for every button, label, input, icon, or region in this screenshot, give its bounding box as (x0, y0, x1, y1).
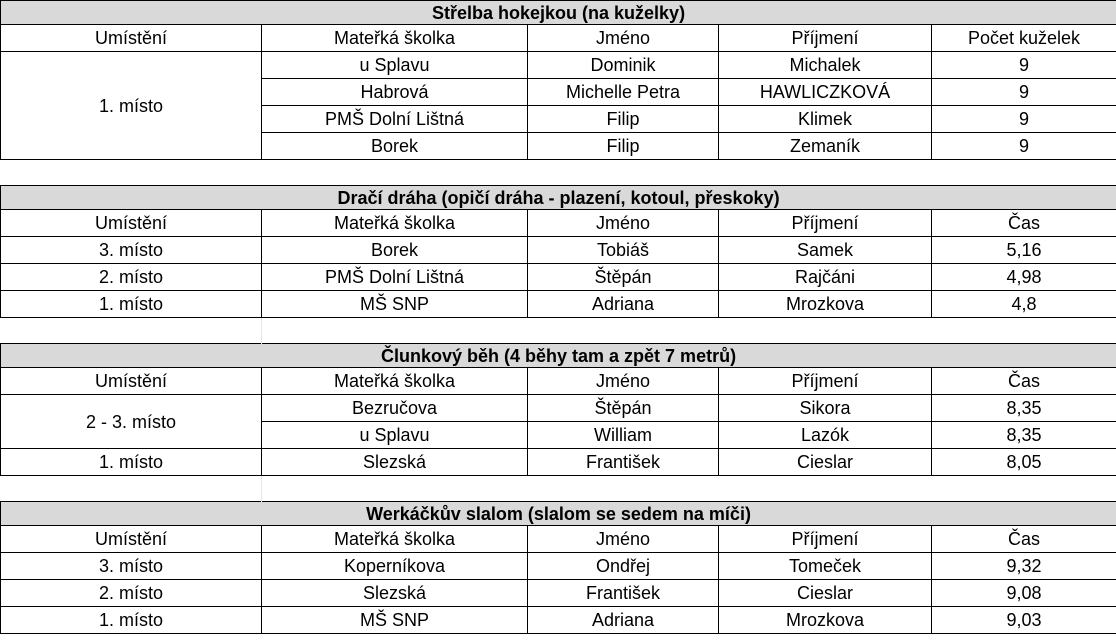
header-cell: Umístění (1, 25, 262, 52)
last-name-cell: Michalek (719, 52, 932, 79)
result-cell: 8,35 (932, 395, 1116, 422)
last-name-cell: Zemaník (719, 133, 932, 160)
kindergarten-cell: Slezská (262, 449, 528, 476)
table-row (1, 291, 1116, 318)
result-cell: 5,16 (932, 237, 1116, 264)
header-cell: Jméno (528, 210, 719, 237)
header-row (1, 368, 1116, 395)
first-name-cell: Dominik (528, 52, 719, 79)
section-title-row (1, 186, 1116, 210)
last-name-cell: Cieslar (719, 449, 932, 476)
result-cell: 9,32 (932, 553, 1116, 580)
spacer-row (1, 160, 1116, 186)
first-name-cell: Štěpán (528, 395, 719, 422)
header-cell: Mateřká školka (262, 368, 528, 395)
placement-cell: 3. místo (1, 553, 262, 580)
section-title: Werkáčkův slalom (slalom se sedem na míči) (1, 502, 1116, 526)
header-cell: Příjmení (719, 25, 932, 52)
result-cell: 4,8 (932, 291, 1116, 318)
placement-cell: 1. místo (1, 449, 262, 476)
header-cell: Mateřká školka (262, 25, 528, 52)
table-row (1, 237, 1116, 264)
header-cell: Mateřká školka (262, 526, 528, 553)
result-cell: 9 (932, 106, 1116, 133)
header-cell: Mateřká školka (262, 210, 528, 237)
table-row (1, 52, 1116, 79)
table-row (1, 607, 1116, 634)
first-name-cell: Tobiáš (528, 237, 719, 264)
first-name-cell: František (528, 580, 719, 607)
placement-cell: 2 - 3. místo (1, 395, 262, 449)
result-cell: 8,35 (932, 422, 1116, 449)
kindergarten-cell: PMŠ Dolní Lištná (262, 106, 528, 133)
last-name-cell: Rajčáni (719, 264, 932, 291)
kindergarten-cell: Borek (262, 237, 528, 264)
last-name-cell: Klimek (719, 106, 932, 133)
table-row (1, 449, 1116, 476)
placement-cell: 2. místo (1, 580, 262, 607)
table-row (1, 553, 1116, 580)
header-cell: Umístění (1, 526, 262, 553)
first-name-cell: Filip (528, 106, 719, 133)
kindergarten-cell: Habrová (262, 79, 528, 106)
first-name-cell: Štěpán (528, 264, 719, 291)
kindergarten-cell: u Splavu (262, 52, 528, 79)
first-name-cell: Adriana (528, 607, 719, 634)
first-name-cell: Adriana (528, 291, 719, 318)
header-row (1, 526, 1116, 553)
result-cell: 4,98 (932, 264, 1116, 291)
header-row (1, 25, 1116, 52)
spacer-row (1, 476, 1116, 502)
header-cell: Příjmení (719, 210, 932, 237)
result-cell: 8,05 (932, 449, 1116, 476)
table-row (1, 580, 1116, 607)
kindergarten-cell: u Splavu (262, 422, 528, 449)
kindergarten-cell: MŠ SNP (262, 607, 528, 634)
last-name-cell: Tomeček (719, 553, 932, 580)
header-cell: Umístění (1, 210, 262, 237)
result-cell: 9,03 (932, 607, 1116, 634)
header-cell: Jméno (528, 526, 719, 553)
last-name-cell: Mrozkova (719, 291, 932, 318)
table-row (1, 264, 1116, 291)
first-name-cell: Ondřej (528, 553, 719, 580)
last-name-cell: Sikora (719, 395, 932, 422)
section-title: Střelba hokejkou (na kuželky) (1, 1, 1116, 25)
last-name-cell: HAWLICZKOVÁ (719, 79, 932, 106)
result-cell: 9 (932, 133, 1116, 160)
first-name-cell: Filip (528, 133, 719, 160)
section-title-row (1, 1, 1116, 25)
first-name-cell: František (528, 449, 719, 476)
header-cell: Umístění (1, 368, 262, 395)
header-row (1, 210, 1116, 237)
header-cell: Čas (932, 210, 1116, 237)
header-cell: Jméno (528, 25, 719, 52)
header-cell: Jméno (528, 368, 719, 395)
kindergarten-cell: MŠ SNP (262, 291, 528, 318)
placement-cell: 3. místo (1, 237, 262, 264)
spacer-row (1, 318, 1116, 344)
section-title-row (1, 502, 1116, 526)
header-cell: Čas (932, 526, 1116, 553)
result-cell: 9,08 (932, 580, 1116, 607)
kindergarten-cell: Slezská (262, 580, 528, 607)
table-row (1, 395, 1116, 422)
last-name-cell: Samek (719, 237, 932, 264)
placement-cell: 1. místo (1, 52, 262, 160)
section-title: Dračí dráha (opičí dráha - plazení, kotoul, přeskoky) (1, 186, 1116, 210)
header-cell: Počet kuželek (932, 25, 1116, 52)
kindergarten-cell: Koperníkova (262, 553, 528, 580)
result-cell: 9 (932, 52, 1116, 79)
kindergarten-cell: Bezručova (262, 395, 528, 422)
section-title-row (1, 344, 1116, 368)
kindergarten-cell: Borek (262, 133, 528, 160)
first-name-cell: William (528, 422, 719, 449)
first-name-cell: Michelle Petra (528, 79, 719, 106)
section-title: Člunkový běh (4 běhy tam a zpět 7 metrů) (1, 344, 1116, 368)
last-name-cell: Lazók (719, 422, 932, 449)
header-cell: Příjmení (719, 368, 932, 395)
placement-cell: 2. místo (1, 264, 262, 291)
placement-cell: 1. místo (1, 291, 262, 318)
last-name-cell: Cieslar (719, 580, 932, 607)
result-cell: 9 (932, 79, 1116, 106)
kindergarten-cell: PMŠ Dolní Lištná (262, 264, 528, 291)
last-name-cell: Mrozkova (719, 607, 932, 634)
header-cell: Čas (932, 368, 1116, 395)
header-cell: Příjmení (719, 526, 932, 553)
placement-cell: 1. místo (1, 607, 262, 634)
